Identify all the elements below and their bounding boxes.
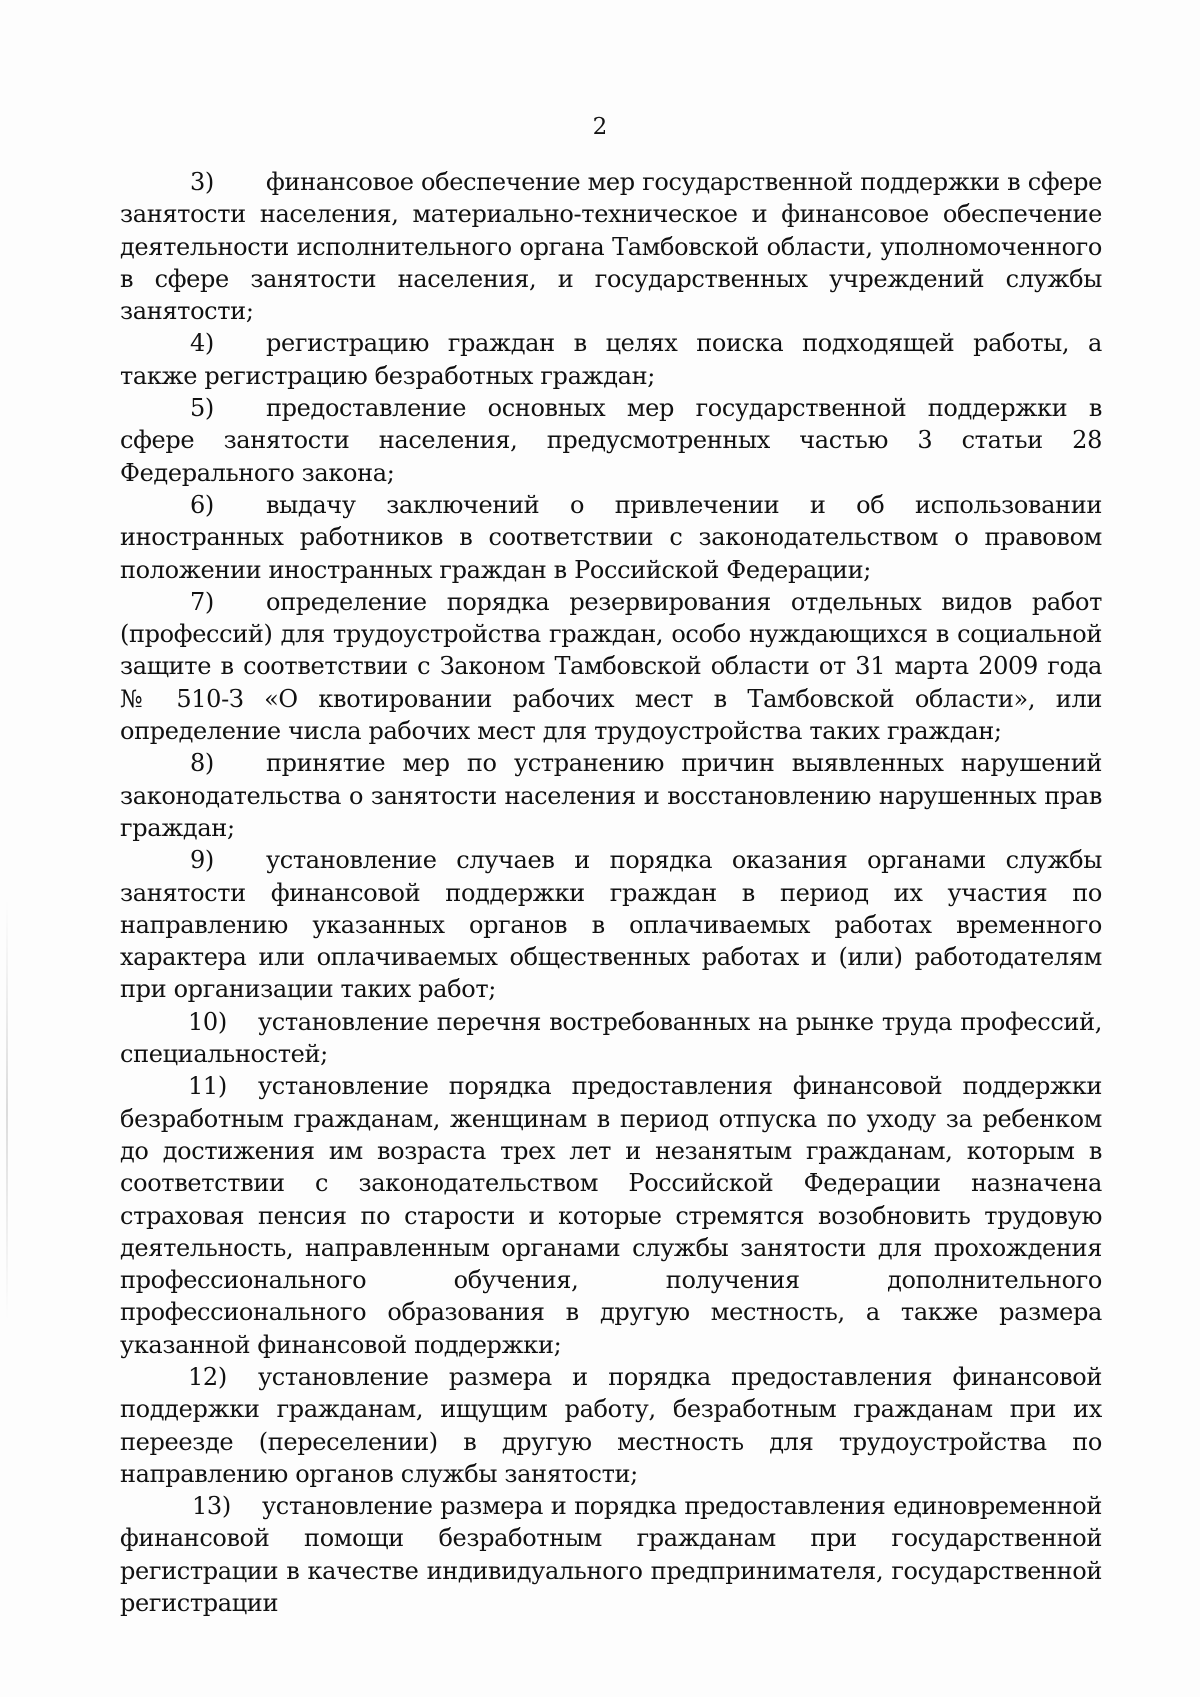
item-number: 6) [190,490,214,519]
item-text: установление порядка предоставления финансовой поддержки безработным гражданам, женщинам в период отпуска по уходу за ребенком до достижения им возраста трех лет и незанятым гражданам, которым в соответствии с законодательством Российской Федерации назначена страховая пенсия по старости и которые стремятся возобновить трудовую деятельность, направленным органами службы занятости для прохождения профессионального обучения, получения дополнительного профессионального образования в другую местность, а также размера указанной финансовой поддержки; [120,1072,1102,1359]
item-text: установление перечня востребованных на рынке труда профессий, специальностей; [120,1007,1102,1069]
item-number: 3) [190,168,214,196]
list-item [120,586,1102,747]
item-number: 13) [192,1492,231,1521]
list-item [120,166,1102,327]
item-text: предоставление основных мер государственной поддержки в сфере занятости населения, предусмотренных частью 3 статьи 28 Федерального закона; [120,394,1102,487]
item-number: 8) [190,749,214,778]
item-text: выдачу заключений о привлечении и об использовании иностранных работников в соответствии с законодательством о правовом положении иностранных граждан в Российской Федерации; [120,490,1102,584]
list-item [120,327,1102,392]
item-number: 9) [190,846,214,875]
document-body [120,166,1102,1619]
item-text: регистрацию граждан в целях поиска подходящей работы, а также регистрацию безработных граждан; [120,329,1102,390]
item-text: принятие мер по устранению причин выявленных нарушений законодательства о занятости населения и восстановлению нарушенных прав граждан; [120,749,1102,842]
list-item [120,747,1102,844]
scan-edge-shadow [6,900,8,1320]
list-item [120,1006,1102,1071]
list-item [120,844,1102,1005]
list-item [120,1070,1102,1361]
page-number: 2 [592,114,608,140]
item-text: установление размера и порядка предоставления единовременной финансовой помощи безработным гражданам при государственной регистрации в качестве индивидуального предпринимателя, государственной регистрации [120,1492,1102,1618]
list-item [120,1490,1102,1619]
list-item [120,392,1102,489]
item-number: 7) [190,587,214,616]
item-number: 5) [190,394,214,423]
item-text: установление размера и порядка предоставления финансовой поддержки гражданам, ищущим работу, безработным гражданам при их переезде (переселении) в другую местность для трудоустройства по направлению органов службы занятости; [120,1362,1102,1488]
item-text: определение порядка резервирования отдельных видов работ (профессий) для трудоустройства граждан, особо нуждающихся в социальной защите в соответствии с Законом Тамбовской области от 31 марта 2009 года № 510-З «О квотировании рабочих мест в Тамбовской области», или определение числа рабочих мест для трудоустройства таких граждан; [120,587,1102,746]
list-item [120,1361,1102,1490]
item-number: 4) [190,329,214,358]
item-number: 10) [188,1007,227,1036]
item-text: установление случаев и порядка оказания органами службы занятости финансовой поддержки граждан в период их участия по направлению указанных органов в оплачиваемых работах временного характера или оплачиваемых общественных работах и (или) работодателям при организации таких работ; [120,846,1102,1004]
list-item [120,489,1102,586]
item-text: финансовое обеспечение мер государственной поддержки в сфере занятости населения, материально-техническое и финансовое обеспечение деятельности исполнительного органа Тамбовской области, уполномоченного в сфере занятости населения, и государственных учреждений службы занятости; [120,168,1102,326]
item-number: 12) [188,1362,227,1391]
item-number: 11) [188,1072,227,1101]
